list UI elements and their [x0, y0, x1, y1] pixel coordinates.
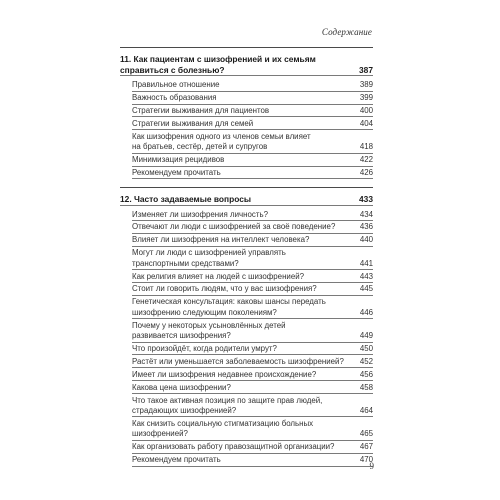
toc-entry-line: [132, 210, 373, 221]
toc-entry-line: [132, 142, 373, 153]
toc-entry-line: [132, 331, 373, 342]
toc-entry-title: шизофренией?: [132, 429, 188, 439]
toc-entry: [132, 155, 373, 166]
toc-entry-page: 445: [359, 284, 373, 294]
chapter-heading: [120, 54, 373, 76]
toc-entry: [132, 119, 373, 130]
toc-entry: [132, 132, 373, 154]
toc-entry-title: страдающих шизофренией?: [132, 406, 237, 416]
toc-entry: [132, 419, 373, 441]
page-number: 9: [369, 461, 374, 471]
toc-entry-page: 452: [359, 356, 373, 366]
toc-entry: [132, 344, 373, 355]
toc-entry-line: [132, 344, 373, 355]
toc-entry-line: [132, 442, 373, 453]
toc-entry-title: Влияет ли шизофрения на интеллект человека?: [132, 235, 310, 245]
toc-entry: [132, 222, 373, 233]
toc-entry-title: Правильное отношение: [132, 80, 220, 90]
chapter-heading: [120, 194, 373, 206]
toc-entry-page: 450: [359, 344, 373, 353]
toc-entry-title: Какова цена шизофрении?: [132, 382, 231, 392]
toc-entry-page: 458: [359, 382, 373, 392]
toc-entry: [132, 442, 373, 453]
toc-entry-title-line1: Как снизить социальную стигматизацию больных: [132, 418, 314, 428]
toc-entry-title: Отвечают ли люди с шизофренией за своё поведение?: [132, 222, 336, 232]
toc-entry-line: [132, 93, 373, 104]
chapter-items: [120, 210, 373, 467]
toc-entry-line: [132, 222, 373, 233]
toc-entry-page: 422: [359, 155, 373, 165]
toc-entry-page: 456: [359, 369, 373, 379]
toc-entry-title: Важность образования: [132, 93, 217, 103]
running-head: Содержание: [321, 27, 372, 37]
toc-entry-page: 404: [359, 118, 373, 128]
chapter-page-number: 387: [359, 64, 373, 75]
toc-entry-title: Как организовать работу правозащитной организации?: [132, 442, 335, 452]
toc-entry-title: Стратегии выживания для семей: [132, 118, 254, 128]
toc-entry-page: 464: [359, 406, 373, 416]
toc-entry-line: [132, 284, 373, 295]
toc-entry: [132, 210, 373, 221]
toc-entry-page: 436: [359, 222, 373, 232]
chapter-12-section: [120, 188, 373, 474]
toc-entry-line: [132, 455, 373, 466]
toc-entry-title: Стоит ли говорить людям, что у вас шизофрения?: [132, 284, 317, 294]
toc-entry: [132, 93, 373, 104]
toc-entry: [132, 383, 373, 394]
toc-entry-line: [132, 106, 373, 117]
toc-entry: [132, 80, 373, 91]
toc-entry-page: 399: [359, 93, 373, 103]
toc-entry-title-line1: Генетическая консультация: каковы шансы передать: [132, 297, 326, 307]
toc-entry-title: шизофрению следующим поколениям?: [132, 307, 277, 317]
table-of-contents: [120, 47, 373, 474]
toc-entry: [132, 168, 373, 179]
toc-entry-title-line1: Почему у некоторых усыновлённых детей: [132, 320, 286, 330]
toc-entry-page: 465: [359, 429, 373, 439]
toc-entry-page: 389: [359, 80, 373, 90]
toc-entry-title-line1: Что такое активная позиция по защите прав людей,: [132, 395, 323, 405]
toc-entry-line: [132, 272, 373, 283]
toc-entry-line: [132, 406, 373, 417]
toc-entry-title: Имеет ли шизофрения недавнее происхождение?: [132, 369, 317, 379]
toc-entry-line: [132, 168, 373, 179]
toc-entry: [132, 321, 373, 343]
chapter-11-section: [120, 48, 373, 187]
toc-entry: [132, 235, 373, 246]
toc-entry: [132, 396, 373, 418]
toc-entry-title: транспортными средствами?: [132, 258, 239, 268]
toc-entry-title: Рекомендуем прочитать: [132, 455, 221, 465]
chapter-title-line: [120, 194, 373, 206]
toc-entry-title: Как религия влияет на людей с шизофренией?: [132, 271, 305, 281]
toc-entry-page: 441: [359, 258, 373, 268]
toc-entry-page: 470: [359, 455, 373, 465]
toc-entry-title: Растёт или уменьшается заболеваемость шизофренией?: [132, 356, 344, 366]
toc-entry: [132, 284, 373, 295]
chapter-title-line2: справиться с болезнью?: [120, 64, 225, 75]
toc-entry-line: [132, 80, 373, 91]
chapter-title-line: [120, 65, 373, 77]
toc-entry-title: на братьев, сестёр, детей и супругов: [132, 142, 268, 152]
toc-entry-page: 440: [359, 235, 373, 245]
toc-entry-page: 443: [359, 271, 373, 281]
toc-entry-title: Рекомендуем прочитать: [132, 168, 221, 178]
toc-entry-title: Стратегии выживания для пациентов: [132, 106, 270, 115]
toc-entry: [132, 106, 373, 117]
toc-entry-line: [132, 119, 373, 130]
toc-entry-page: 426: [359, 168, 373, 178]
chapter-items: [120, 80, 373, 179]
toc-entry-page: 400: [359, 106, 373, 115]
chapter-page-number: 433: [359, 193, 373, 204]
toc-entry-line: [132, 259, 373, 270]
toc-entry: [132, 455, 373, 466]
toc-entry-page: 434: [359, 209, 373, 219]
toc-entry-title-line1: Могут ли люди с шизофренией управлять: [132, 248, 286, 258]
toc-entry-page: 446: [359, 307, 373, 317]
toc-entry-line: [132, 235, 373, 246]
toc-entry-line: [132, 357, 373, 368]
toc-entry-line: [132, 429, 373, 440]
toc-entry-title: развивается шизофрения?: [132, 331, 231, 341]
toc-entry: [132, 357, 373, 368]
toc-entry-line: [132, 308, 373, 319]
chapter-title-line1: 11. Как пациентам с шизофренией и их семьям: [120, 54, 316, 64]
toc-entry-line: [132, 370, 373, 381]
toc-entry-page: 449: [359, 331, 373, 341]
toc-entry-page: 467: [359, 442, 373, 452]
toc-entry-line: [132, 155, 373, 166]
toc-entry: [132, 272, 373, 283]
toc-entry: [132, 370, 373, 381]
toc-entry: [132, 248, 373, 270]
toc-entry-title-line1: Как шизофрения одного из членов семьи влияет: [132, 131, 311, 141]
toc-entry-line: [132, 383, 373, 394]
toc-entry-page: 418: [359, 142, 373, 152]
chapter-title-line2: 12. Часто задаваемые вопросы: [120, 193, 252, 204]
toc-entry-title: Минимизация рецидивов: [132, 155, 225, 165]
toc-entry-title: Что произойдёт, когда родители умрут?: [132, 344, 277, 353]
toc-entry-title: Изменяет ли шизофрения личность?: [132, 209, 268, 219]
toc-entry: [132, 297, 373, 319]
